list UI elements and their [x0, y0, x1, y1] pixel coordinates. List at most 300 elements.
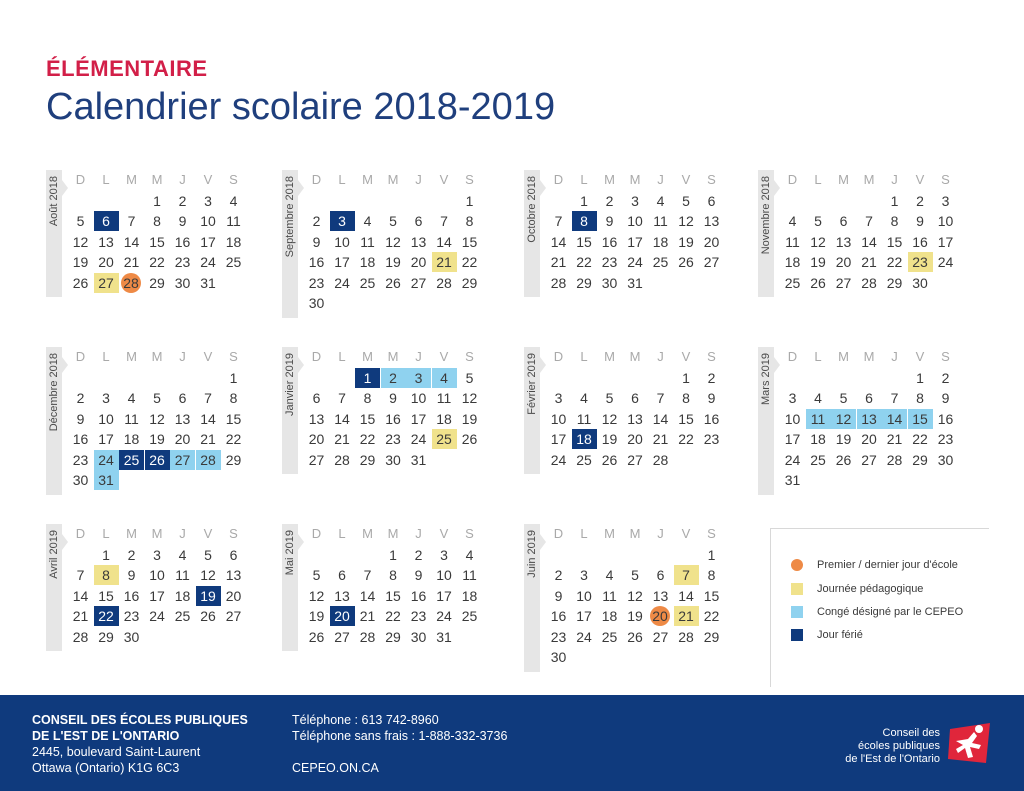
legend-label: Congé désigné par le CEPEO — [817, 606, 964, 618]
weekday-header: V — [681, 172, 691, 187]
day-cell: 7 — [865, 213, 873, 229]
weekday-header: J — [415, 349, 422, 364]
day-cell: 30 — [385, 451, 401, 468]
day-cell: 19 — [149, 431, 165, 447]
day-cell-ferie: 3 — [330, 211, 355, 231]
day-cell: 25 — [601, 628, 618, 645]
weekday-header: D — [75, 526, 86, 541]
weekday-header: M — [629, 349, 641, 364]
day-cell: 5 — [682, 192, 690, 209]
day-cell: 11 — [785, 233, 800, 250]
day-cell-ped: 23 — [908, 252, 933, 272]
day-cell-ferie: 26 — [145, 450, 170, 470]
day-cell: 25 — [225, 254, 242, 270]
day-cell: 8 — [389, 567, 397, 583]
day-cell: 5 — [204, 546, 212, 563]
day-cell: 3 — [941, 192, 950, 209]
weekday-header: L — [580, 526, 588, 541]
org-name-line2: DE L'EST DE L'ONTARIO — [32, 729, 180, 743]
day-cell: 3 — [440, 546, 448, 563]
weekday-header: M — [387, 172, 399, 187]
day-cell: 25 — [652, 254, 669, 270]
day-cell: 4 — [788, 213, 797, 229]
day-cell: 30 — [174, 274, 191, 291]
weekday-header: D — [75, 172, 86, 187]
weekday-header: L — [102, 172, 110, 187]
weekday-header: V — [681, 349, 691, 364]
day-cell: 18 — [436, 410, 452, 427]
weekday-header: J — [415, 526, 422, 541]
day-cell: 20 — [308, 431, 325, 447]
day-cell: 6 — [707, 192, 716, 209]
day-cell: 1 — [389, 546, 397, 563]
month-label-bar — [282, 347, 298, 474]
day-cell: 6 — [414, 213, 423, 229]
day-cell: 28 — [678, 628, 694, 645]
day-cell: 26 — [627, 628, 643, 645]
day-cell: 10 — [576, 587, 592, 604]
day-cell: 23 — [550, 628, 567, 645]
day-cell: 25 — [576, 451, 592, 468]
legend-label: Journée pédagogique — [817, 583, 924, 595]
day-cell: 5 — [605, 390, 614, 406]
logo-text-line2: écoles publiques — [858, 740, 940, 752]
day-cell: 16 — [72, 431, 89, 447]
month-label-bar — [524, 524, 540, 672]
day-cell: 9 — [605, 213, 614, 229]
month-calendar — [46, 170, 256, 330]
weekday-header: J — [179, 172, 186, 187]
day-cell: 6 — [656, 567, 665, 583]
day-cell: 26 — [308, 628, 325, 645]
weekday-header: J — [657, 349, 664, 364]
day-cell: 2 — [554, 567, 563, 583]
day-cell-conge: 24 — [94, 450, 119, 470]
day-cell: 9 — [941, 390, 950, 406]
weekday-header: L — [580, 349, 588, 364]
day-cell: 10 — [334, 233, 350, 250]
day-cell: 11 — [576, 410, 592, 427]
address-line2: Ottawa (Ontario) K1G 6C3 — [32, 761, 180, 775]
weekday-header: V — [439, 526, 449, 541]
day-cell: 19 — [461, 410, 478, 427]
weekday-header: J — [891, 172, 898, 187]
month-label-bar — [282, 170, 298, 318]
day-cell: 22 — [461, 254, 478, 270]
weekday-header: J — [657, 172, 664, 187]
day-cell: 28 — [652, 451, 669, 468]
day-cell: 25 — [810, 451, 826, 468]
day-cell: 13 — [98, 233, 114, 250]
day-cell: 10 — [149, 567, 165, 583]
day-cell: 15 — [225, 410, 242, 427]
footer — [0, 695, 1024, 791]
website-link[interactable]: CEPEO.ON.CA — [292, 761, 379, 775]
day-cell: 5 — [631, 567, 639, 583]
day-cell: 30 — [123, 628, 140, 645]
day-cell: 28 — [359, 628, 376, 645]
day-cell: 9 — [178, 213, 187, 229]
month-label-bar — [46, 170, 62, 297]
day-cell: 14 — [861, 233, 877, 250]
month-label-bar — [758, 347, 774, 495]
day-cell: 21 — [652, 431, 669, 447]
day-cell: 17 — [784, 431, 801, 447]
day-cell: 23 — [308, 274, 325, 291]
legend-swatch-ferie — [791, 629, 803, 641]
month-name: Octobre 2018 — [526, 176, 538, 243]
day-cell: 30 — [937, 451, 954, 468]
day-cell: 17 — [550, 431, 567, 447]
weekday-header: S — [229, 172, 238, 187]
day-cell: 17 — [436, 587, 452, 604]
weekday-header: L — [580, 172, 588, 187]
day-cell: 11 — [226, 213, 241, 229]
day-cell: 18 — [810, 431, 826, 447]
day-cell: 17 — [149, 587, 165, 604]
weekday-header: M — [362, 349, 373, 364]
day-cell-ped: 21 — [432, 252, 457, 272]
day-cell: 14 — [652, 410, 669, 427]
day-cell: 17 — [410, 410, 427, 427]
day-cell: 10 — [937, 213, 954, 229]
weekday-header: L — [814, 172, 822, 187]
day-cell: 11 — [360, 233, 375, 250]
day-cell: 1 — [229, 369, 238, 386]
day-cell: 27 — [334, 628, 350, 645]
day-cell: 22 — [912, 431, 928, 447]
day-cell: 11 — [124, 410, 139, 427]
day-cell: 19 — [308, 608, 325, 624]
day-cell-conge: 12 — [831, 409, 856, 429]
month-label-bar — [282, 524, 298, 651]
day-cell: 13 — [174, 410, 191, 427]
day-cell: 28 — [886, 451, 903, 468]
day-cell: 21 — [334, 431, 350, 447]
day-cell: 17 — [200, 233, 216, 250]
month-name: Janvier 2019 — [284, 353, 296, 416]
weekday-header: D — [553, 172, 564, 187]
weekday-header: D — [75, 349, 86, 364]
day-cell: 7 — [204, 390, 212, 406]
day-cell: 24 — [149, 608, 165, 624]
month-calendar — [524, 524, 734, 684]
day-cell: 16 — [410, 587, 427, 604]
day-cell: 28 — [334, 451, 350, 468]
day-cell: 21 — [72, 608, 89, 624]
day-cell: 10 — [410, 390, 427, 406]
weekday-header: M — [604, 349, 615, 364]
weekday-header: D — [311, 526, 322, 541]
logo-text-line3: de l'Est de l'Ontario — [845, 753, 940, 765]
day-cell: 22 — [149, 254, 165, 270]
day-cell: 9 — [554, 587, 563, 604]
day-cell: 31 — [410, 451, 427, 468]
day-cell: 22 — [703, 608, 720, 624]
day-cell: 5 — [153, 390, 161, 406]
day-cell: 19 — [810, 254, 826, 270]
weekday-header: V — [203, 172, 213, 187]
day-cell: 18 — [652, 233, 669, 250]
day-cell: 30 — [550, 649, 567, 665]
day-cell: 19 — [601, 431, 618, 447]
day-cell: 7 — [338, 390, 346, 406]
day-cell: 21 — [861, 254, 877, 270]
day-cell: 4 — [178, 546, 187, 563]
day-cell: 23 — [385, 431, 401, 447]
day-cell: 14 — [72, 587, 89, 604]
weekday-header: J — [415, 172, 422, 187]
day-cell: 29 — [98, 628, 114, 645]
day-cell: 23 — [410, 608, 427, 624]
weekday-header: M — [863, 349, 875, 364]
day-cell: 23 — [937, 431, 954, 447]
day-cell: 27 — [410, 274, 427, 291]
month-name: Novembre 2018 — [760, 176, 772, 255]
day-cell: 22 — [576, 254, 592, 270]
month-label-bar — [524, 170, 540, 297]
day-cell: 27 — [308, 451, 325, 468]
day-cell: 11 — [462, 567, 477, 583]
month-calendar — [524, 347, 734, 507]
day-cell: 29 — [576, 274, 592, 291]
day-cell: 3 — [102, 390, 110, 406]
day-cell: 12 — [200, 567, 216, 583]
day-cell: 19 — [678, 233, 694, 250]
day-cell-conge: 4 — [432, 368, 457, 388]
day-cell: 8 — [682, 390, 690, 406]
day-cell: 30 — [72, 472, 89, 488]
day-cell: 2 — [916, 192, 924, 209]
weekday-header: M — [126, 172, 137, 187]
weekday-header: M — [629, 526, 641, 541]
weekday-header: D — [553, 349, 564, 364]
day-cell: 26 — [385, 274, 401, 291]
day-cell: 8 — [707, 567, 716, 583]
day-cell: 5 — [312, 567, 321, 583]
day-cell: 6 — [229, 546, 238, 563]
day-cell: 15 — [149, 233, 165, 250]
day-cell-ped: 27 — [94, 273, 119, 293]
day-cell: 13 — [225, 567, 242, 583]
day-cell: 14 — [436, 233, 452, 250]
legend-label: Jour férié — [817, 629, 863, 641]
day-cell: 7 — [440, 213, 448, 229]
day-cell: 1 — [916, 369, 924, 386]
weekday-header: M — [126, 349, 137, 364]
day-cell: 9 — [389, 390, 397, 406]
month-label-bar — [524, 347, 540, 474]
day-cell: 1 — [465, 192, 474, 209]
day-cell: 15 — [385, 587, 401, 604]
day-cell: 31 — [200, 274, 216, 291]
day-cell: 13 — [703, 213, 720, 229]
day-cell: 4 — [580, 390, 588, 406]
day-cell: 14 — [334, 410, 350, 427]
day-cell: 12 — [810, 233, 826, 250]
day-cell: 17 — [98, 431, 114, 447]
day-cell: 4 — [814, 390, 822, 406]
day-cell: 26 — [72, 274, 89, 291]
day-cell: 7 — [890, 390, 899, 406]
day-cell: 16 — [601, 233, 618, 250]
day-cell: 12 — [149, 410, 165, 427]
day-cell: 2 — [605, 192, 614, 209]
day-cell-ferie: 18 — [572, 429, 597, 449]
day-cell: 12 — [72, 233, 89, 250]
weekday-header: S — [229, 526, 238, 541]
weekday-header: M — [126, 526, 137, 541]
weekday-header: M — [629, 172, 641, 187]
day-cell: 22 — [886, 254, 903, 270]
day-cell: 5 — [839, 390, 848, 406]
day-cell: 4 — [656, 192, 665, 209]
day-cell: 16 — [174, 233, 191, 250]
day-cell: 28 — [550, 274, 567, 291]
weekday-header: M — [838, 349, 849, 364]
day-cell: 29 — [359, 451, 376, 468]
day-cell: 12 — [601, 410, 618, 427]
weekday-header: M — [151, 349, 163, 364]
day-cell: 29 — [912, 451, 928, 468]
day-cell: 24 — [784, 451, 801, 468]
day-cell: 5 — [465, 369, 474, 386]
month-name: Septembre 2018 — [284, 176, 296, 258]
day-cell: 22 — [678, 431, 694, 447]
day-cell: 18 — [225, 233, 242, 250]
day-cell: 20 — [627, 431, 643, 447]
weekday-header: V — [915, 349, 925, 364]
day-cell: 23 — [174, 254, 191, 270]
day-cell: 30 — [601, 274, 618, 291]
day-cell: 27 — [627, 451, 643, 468]
day-cell: 21 — [550, 254, 567, 270]
day-cell: 13 — [835, 233, 852, 250]
day-cell: 21 — [886, 431, 903, 447]
day-cell: 23 — [72, 451, 89, 468]
day-cell: 31 — [784, 472, 801, 488]
weekday-header: M — [838, 172, 849, 187]
month-name: Août 2018 — [48, 176, 60, 227]
day-cell: 2 — [178, 192, 187, 209]
month-name: Mars 2019 — [760, 353, 772, 405]
day-cell: 7 — [656, 390, 665, 406]
weekday-header: S — [229, 349, 238, 364]
weekday-header: S — [465, 349, 474, 364]
day-cell-ferie: 1 — [355, 368, 380, 388]
day-cell: 29 — [461, 274, 478, 291]
day-cell: 16 — [703, 410, 720, 427]
day-cell: 27 — [861, 451, 877, 468]
day-cell: 17 — [937, 233, 954, 250]
day-cell: 25 — [784, 274, 801, 291]
weekday-header: J — [657, 526, 664, 541]
day-cell: 18 — [174, 587, 191, 604]
day-cell-ferie: 8 — [572, 211, 597, 231]
day-cell: 20 — [174, 431, 191, 447]
day-cell-conge: 28 — [196, 450, 221, 470]
day-cell: 14 — [550, 233, 567, 250]
month-calendar — [46, 524, 256, 684]
day-cell: 18 — [359, 254, 376, 270]
day-cell-ferie: 25 — [119, 450, 144, 470]
weekday-header: V — [439, 172, 449, 187]
day-cell: 8 — [465, 213, 474, 229]
day-cell: 22 — [385, 608, 401, 624]
weekday-header: M — [604, 172, 615, 187]
month-calendar — [524, 170, 734, 330]
day-cell: 2 — [312, 213, 321, 229]
weekday-header: S — [941, 349, 950, 364]
day-cell: 12 — [308, 587, 325, 604]
logo-text-line1: Conseil des — [882, 727, 940, 739]
month-calendar — [282, 524, 492, 684]
day-cell: 30 — [308, 295, 325, 311]
weekday-header: D — [787, 172, 798, 187]
weekday-header: L — [338, 172, 346, 187]
day-cell: 5 — [76, 213, 85, 229]
day-cell: 4 — [363, 213, 372, 229]
day-cell: 2 — [707, 369, 716, 386]
day-cell: 17 — [576, 608, 592, 624]
day-cell: 17 — [334, 254, 350, 270]
day-cell-conge: 14 — [882, 409, 907, 429]
day-cell-ferie: 20 — [330, 606, 355, 626]
day-cell: 25 — [174, 608, 191, 624]
day-cell: 13 — [334, 587, 350, 604]
day-cell: 9 — [127, 567, 136, 583]
day-cell: 21 — [200, 431, 216, 447]
day-cell: 27 — [835, 274, 852, 291]
day-cell: 14 — [359, 587, 376, 604]
day-cell: 15 — [576, 233, 592, 250]
day-cell: 6 — [865, 390, 873, 406]
weekday-header: V — [915, 172, 925, 187]
day-cell: 10 — [550, 410, 567, 427]
day-cell: 1 — [153, 192, 161, 209]
month-calendar — [46, 347, 256, 507]
weekday-header: J — [891, 349, 898, 364]
day-cell: 16 — [912, 233, 928, 250]
day-cell-conge: 15 — [908, 409, 933, 429]
day-cell: 5 — [814, 213, 822, 229]
address-line1: 2445, boulevard Saint-Laurent — [32, 745, 201, 759]
legend-swatch-conge — [791, 606, 803, 618]
day-cell: 7 — [554, 213, 563, 229]
day-cell: 27 — [225, 608, 242, 624]
weekday-header: S — [707, 349, 716, 364]
day-cell: 23 — [123, 608, 140, 624]
weekday-header: M — [604, 526, 615, 541]
day-cell-conge: 11 — [806, 409, 831, 429]
day-cell: 24 — [436, 608, 452, 624]
day-cell: 6 — [312, 390, 321, 406]
day-cell: 9 — [707, 390, 716, 406]
day-cell: 17 — [627, 233, 643, 250]
weekday-header: J — [179, 349, 186, 364]
day-cell: 3 — [153, 546, 161, 563]
month-name: Mai 2019 — [284, 530, 296, 576]
day-cell-ped: 8 — [94, 565, 119, 585]
day-cell: 2 — [414, 546, 423, 563]
day-cell: 18 — [461, 587, 478, 604]
day-cell: 8 — [363, 390, 372, 406]
day-cell: 8 — [916, 390, 924, 406]
day-cell: 26 — [461, 431, 478, 447]
day-cell: 15 — [703, 587, 720, 604]
weekday-header: S — [941, 172, 950, 187]
day-cell: 26 — [601, 451, 618, 468]
